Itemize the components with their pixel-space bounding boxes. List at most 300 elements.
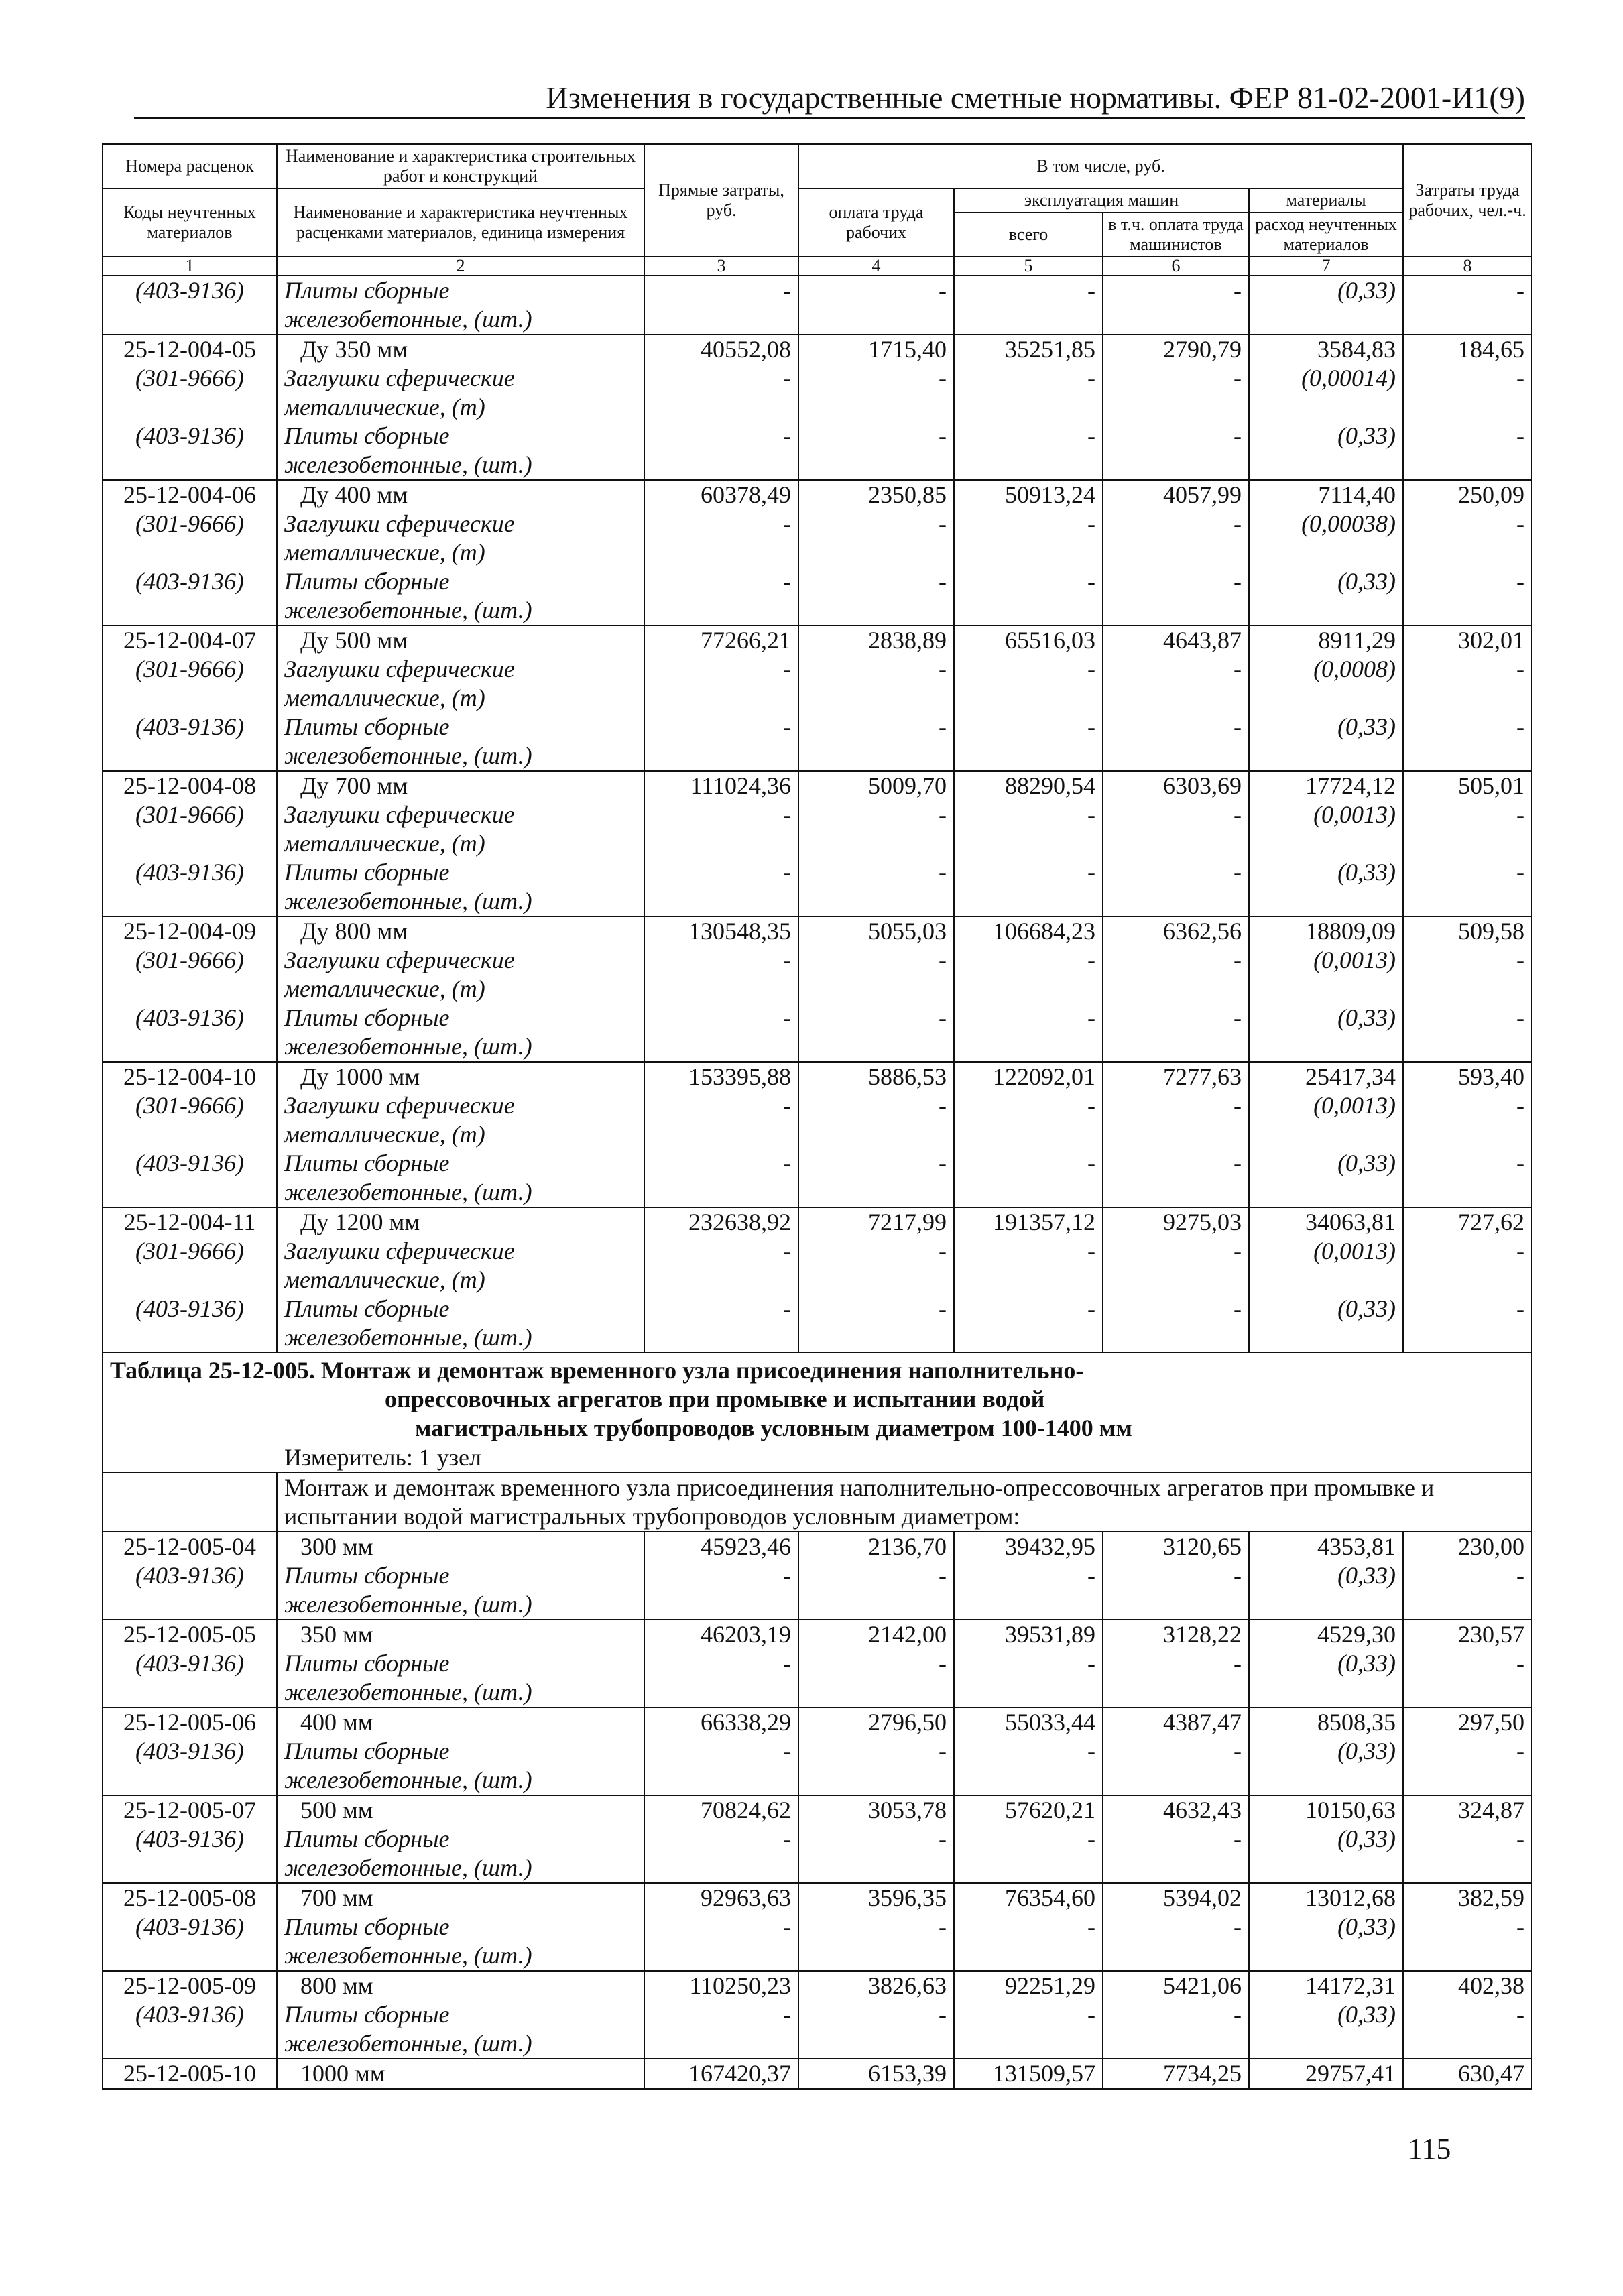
empty-cell [954,1178,1103,1207]
cell-materials: 25417,34 [1249,1062,1403,1091]
table-row [103,1678,1532,1707]
material-name: Плиты сборные [277,567,644,596]
material-name: Плиты сборные [277,713,644,741]
empty-cell [798,596,954,625]
material-name: Заглушки сферические [277,1091,644,1120]
empty-cell [1103,596,1249,625]
material-name: Заглушки сферические [277,1237,644,1266]
cell-hours: - [1403,858,1532,887]
empty-cell [954,1678,1103,1707]
empty-cell [644,1766,798,1795]
table-row [103,1825,1532,1854]
empty-cell [1103,829,1249,858]
empty-cell [1249,887,1403,916]
empty-cell [103,596,277,625]
empty-cell [1403,829,1532,858]
material-name-cont: металлические, (т) [277,1266,644,1294]
cell-hours: - [1403,422,1532,450]
empty-cell [954,393,1103,422]
cell-operator-pay: 3128,22 [1103,1620,1249,1649]
cell-hours: - [1403,1149,1532,1178]
cell-machines: 88290,54 [954,771,1103,800]
cell-labor: 1715,40 [798,335,954,364]
cell-materials: 14172,31 [1249,1971,1403,2000]
cell-material-qty: (0,33) [1249,2000,1403,2029]
empty-cell [1103,1178,1249,1207]
empty-cell [954,538,1103,567]
col-header-operator-pay: в т.ч. оплата труда машинистов [1103,213,1249,257]
cell-operator-pay: - [1103,422,1249,450]
cell-machines: - [954,713,1103,741]
empty-cell [798,1766,954,1795]
cell-material-qty: (0,0013) [1249,1091,1403,1120]
table-title-25-12-005 [103,1353,1532,1532]
table-row [103,829,1532,858]
cell-machines: 65516,03 [954,625,1103,655]
cell-direct: 60378,49 [644,480,798,509]
material-code: (403-9136) [103,858,277,887]
table-row [103,1854,1532,1883]
cell-material-qty: (0,33) [1249,276,1403,305]
cell-direct: - [644,713,798,741]
cell-labor: - [798,1913,954,1941]
rate-code: 25-12-005-06 [103,1707,277,1737]
empty-cell [1249,1032,1403,1062]
cell-labor: 6153,39 [798,2059,954,2089]
col-header-direct-costs: Прямые затраты, руб. [644,144,798,257]
empty-cell [954,829,1103,858]
cell-materials: 7114,40 [1249,480,1403,509]
cell-machines: 39432,95 [954,1532,1103,1561]
empty-cell [1249,2029,1403,2059]
table-row [103,335,1532,364]
table-row [103,1971,1532,2000]
empty-cell [798,887,954,916]
material-code: (403-9136) [103,1737,277,1766]
empty-cell [954,1120,1103,1149]
empty-cell [1103,1766,1249,1795]
cell-hours: - [1403,567,1532,596]
cell-hours: 230,57 [1403,1620,1532,1649]
cell-labor: 2142,00 [798,1620,954,1649]
rate-name: Ду 500 мм [277,625,644,655]
empty-cell [954,1266,1103,1294]
table-body-25-12-005 [103,1532,1532,2089]
cell-labor: 2136,70 [798,1532,954,1561]
col-number: 6 [1103,257,1249,276]
cell-operator-pay: - [1103,655,1249,684]
material-code: (403-9136) [103,1825,277,1854]
table-row [103,1178,1532,1207]
rate-code: 25-12-004-06 [103,480,277,509]
cell-operator-pay: 6303,69 [1103,771,1249,800]
rate-code: 25-12-005-05 [103,1620,277,1649]
rate-name: 300 мм [277,1532,644,1561]
material-code: (301-9666) [103,800,277,829]
material-name-cont: железобетонные, (шт.) [277,741,644,771]
empty-cell [103,684,277,713]
empty-cell [798,1854,954,1883]
cell-machines: 55033,44 [954,1707,1103,1737]
empty-cell [1103,393,1249,422]
empty-cell [798,829,954,858]
material-name: Заглушки сферические [277,509,644,538]
cell-direct: - [644,1237,798,1266]
material-name-cont: железобетонные, (шт.) [277,1941,644,1971]
cell-materials: 4353,81 [1249,1532,1403,1561]
empty-cell [798,1590,954,1620]
cell-machines: - [954,1737,1103,1766]
material-code: (301-9666) [103,1091,277,1120]
section-title-line-3: магистральных трубопроводов условным диаметром 100-1400 мм [415,1414,1132,1441]
cell-machines: - [954,800,1103,829]
empty-cell [1103,684,1249,713]
empty-cell [954,975,1103,1004]
empty-cell [798,538,954,567]
rate-code: 25-12-005-10 [103,2059,277,2089]
table-row [103,450,1532,480]
cell-material-qty: (0,33) [1249,1294,1403,1323]
cell-machines: - [954,1561,1103,1590]
cell-operator-pay: - [1103,1237,1249,1266]
cell-direct: - [644,800,798,829]
cell-machines: - [954,1825,1103,1854]
empty-cell [1403,1178,1532,1207]
cell-material-qty: (0,00014) [1249,364,1403,393]
cell-hours: 505,01 [1403,771,1532,800]
empty-cell [1103,1323,1249,1353]
material-name-cont: металлические, (т) [277,684,644,713]
cell-operator-pay: - [1103,713,1249,741]
empty-cell [1403,596,1532,625]
cell-machines: - [954,509,1103,538]
section-description: Монтаж и демонтаж временного узла присоединения наполнительно-опрессовочных агрегатов при промывке и испытании водой магистральных трубопроводов условным диаметром: [277,1473,1532,1532]
cell-labor: - [798,1149,954,1178]
table-row [103,800,1532,829]
cell-operator-pay: - [1103,567,1249,596]
cell-machines: - [954,364,1103,393]
cell-hours: - [1403,1913,1532,1941]
material-name: Плиты сборные [277,276,644,305]
cell-material-qty: (0,0013) [1249,946,1403,975]
col-header-work-name: Наименование и характеристика строительных работ и конструкций [277,144,644,188]
cell-hours: 402,38 [1403,1971,1532,2000]
material-code: (403-9136) [103,567,277,596]
empty-cell [1103,1120,1249,1149]
cell-labor: 5055,03 [798,916,954,946]
cell-operator-pay: 2790,79 [1103,335,1249,364]
empty-cell [1403,1323,1532,1353]
cell-direct: 40552,08 [644,335,798,364]
cell-direct: - [644,1004,798,1032]
cell-labor: - [798,1825,954,1854]
cell-direct: 110250,23 [644,1971,798,2000]
empty-cell [1403,1120,1532,1149]
material-name-cont: железобетонные, (шт.) [277,450,644,480]
cell-operator-pay: - [1103,364,1249,393]
cell-materials: 18809,09 [1249,916,1403,946]
cell-labor: - [798,946,954,975]
col-number: 3 [644,257,798,276]
table-row [103,625,1532,655]
cell-labor: - [798,1737,954,1766]
table-body-25-12-004 [103,276,1532,1353]
table-row [103,713,1532,741]
cell-hours: 297,50 [1403,1707,1532,1737]
cell-machines: - [954,1237,1103,1266]
empty-cell [798,684,954,713]
empty-cell [954,684,1103,713]
cell-hours: - [1403,1649,1532,1678]
cell-operator-pay: - [1103,509,1249,538]
table-row [103,741,1532,771]
cell-direct: - [644,1825,798,1854]
table-row [103,1649,1532,1678]
cell-labor: 2838,89 [798,625,954,655]
rate-code: 25-12-004-09 [103,916,277,946]
cell-materials: 13012,68 [1249,1883,1403,1913]
empty-cell [103,887,277,916]
empty-cell [1103,1590,1249,1620]
empty-cell [644,975,798,1004]
rate-code: 25-12-005-09 [103,1971,277,2000]
col-number: 4 [798,257,954,276]
col-header-worker-pay: оплата труда рабочих [798,188,954,257]
table-row [103,1766,1532,1795]
empty-cell [954,1941,1103,1971]
cell-hours: - [1403,2000,1532,2029]
cell-machines: 131509,57 [954,2059,1103,2089]
cell-operator-pay: - [1103,1913,1249,1941]
empty-cell [954,450,1103,480]
table-row [103,887,1532,916]
empty-cell [798,975,954,1004]
empty-cell [1403,1590,1532,1620]
empty-cell [1403,1032,1532,1062]
col-header-rate-numbers: Номера расценок [103,144,277,188]
cell-labor: - [798,713,954,741]
cell-machines: - [954,1149,1103,1178]
material-code: (403-9136) [103,1913,277,1941]
cell-direct: - [644,1913,798,1941]
empty-cell [644,1120,798,1149]
table-row [103,2059,1532,2089]
cell-hours: - [1403,800,1532,829]
table-row [103,422,1532,450]
empty-cell [1249,596,1403,625]
empty-cell [103,1678,277,1707]
empty-cell [644,1941,798,1971]
empty-cell [644,684,798,713]
table-row [103,1795,1532,1825]
cell-materials: 4529,30 [1249,1620,1403,1649]
cell-hours: - [1403,509,1532,538]
material-code: (403-9136) [103,1561,277,1590]
cell-hours: 382,59 [1403,1883,1532,1913]
empty-cell [798,1941,954,1971]
cell-operator-pay: - [1103,946,1249,975]
cell-operator-pay: 4387,47 [1103,1707,1249,1737]
empty-cell [1103,741,1249,771]
empty-cell [1249,684,1403,713]
header-rule [134,117,1525,119]
cell-material-qty: (0,33) [1249,567,1403,596]
cell-machines: 39531,89 [954,1620,1103,1649]
cell-machines: 191357,12 [954,1207,1103,1237]
empty-cell [644,450,798,480]
material-name: Плиты сборные [277,2000,644,2029]
empty-cell [103,1766,277,1795]
empty-cell [644,538,798,567]
table-row [103,858,1532,887]
empty-cell [644,1854,798,1883]
cell-labor: - [798,1649,954,1678]
empty-cell [1103,1266,1249,1294]
table-row [103,1294,1532,1323]
cell-hours: 630,47 [1403,2059,1532,2089]
material-name: Заглушки сферические [277,655,644,684]
table-row [103,305,1532,335]
empty-cell [1249,1266,1403,1294]
material-name-cont: железобетонные, (шт.) [277,1854,644,1883]
material-name-cont: железобетонные, (шт.) [277,1766,644,1795]
empty-cell [1249,1941,1403,1971]
empty-cell [798,741,954,771]
rate-code: 25-12-004-08 [103,771,277,800]
cell-machines: - [954,276,1103,305]
empty-cell [103,741,277,771]
empty-cell [798,1323,954,1353]
cell-hours: - [1403,1294,1532,1323]
material-name-cont: железобетонные, (шт.) [277,305,644,335]
cell-material-qty: (0,0008) [1249,655,1403,684]
cell-operator-pay: - [1103,1649,1249,1678]
cell-operator-pay: 4057,99 [1103,480,1249,509]
material-name: Плиты сборные [277,1149,644,1178]
cell-hours: 727,62 [1403,1207,1532,1237]
rate-code: 25-12-004-07 [103,625,277,655]
table-row [103,538,1532,567]
material-name-cont: железобетонные, (шт.) [277,1678,644,1707]
table-row [103,1913,1532,1941]
empty-cell [644,1678,798,1707]
empty-cell [1249,1120,1403,1149]
empty-cell [103,450,277,480]
section-title-line-2: опрессовочных агрегатов при промывке и испытании водой [385,1386,1045,1412]
empty-cell [1403,538,1532,567]
cell-operator-pay: - [1103,276,1249,305]
cell-machines: - [954,1004,1103,1032]
cell-materials: 17724,12 [1249,771,1403,800]
empty-cell [1249,1678,1403,1707]
cell-material-qty: (0,0013) [1249,800,1403,829]
cell-materials: 34063,81 [1249,1207,1403,1237]
cell-operator-pay: - [1103,1149,1249,1178]
empty-cell [954,1323,1103,1353]
empty-cell [1403,1941,1532,1971]
cell-direct: - [644,858,798,887]
empty-cell [798,1032,954,1062]
cell-hours: 230,00 [1403,1532,1532,1561]
empty-cell [1103,1941,1249,1971]
empty-cell [798,450,954,480]
cell-machines: - [954,422,1103,450]
cell-direct: 153395,88 [644,1062,798,1091]
cell-hours: 184,65 [1403,335,1532,364]
col-number: 1 [103,257,277,276]
table-row [103,1883,1532,1913]
table-row [103,1237,1532,1266]
cell-operator-pay: 5394,02 [1103,1883,1249,1913]
empty-cell [1249,975,1403,1004]
page-header: Изменения в государственные сметные нормативы. ФЕР 81-02-2001-И1(9) [546,80,1525,115]
cell-direct: - [644,422,798,450]
cell-hours: - [1403,713,1532,741]
empty-cell [1103,2029,1249,2059]
table-row [103,1707,1532,1737]
cell-materials: 10150,63 [1249,1795,1403,1825]
table-row [103,276,1532,305]
cell-labor: - [798,364,954,393]
table-row [103,393,1532,422]
empty-cell [644,596,798,625]
material-code: (403-9136) [103,1649,277,1678]
rate-name: Ду 700 мм [277,771,644,800]
cell-hours: - [1403,655,1532,684]
col-number: 5 [954,257,1103,276]
empty-cell [103,538,277,567]
material-name: Плиты сборные [277,1825,644,1854]
section-meter: Измеритель: 1 узел [284,1444,481,1471]
cell-operator-pay: 7734,25 [1103,2059,1249,2089]
material-name-cont: металлические, (т) [277,829,644,858]
empty-cell [644,1032,798,1062]
table-row [103,1620,1532,1649]
cell-direct: - [644,364,798,393]
empty-cell [1403,887,1532,916]
cell-hours: - [1403,1825,1532,1854]
col-number: 2 [277,257,644,276]
empty-cell [1249,538,1403,567]
table-header [103,144,1532,276]
material-code: (301-9666) [103,655,277,684]
cell-operator-pay: 3120,65 [1103,1532,1249,1561]
table-row [103,1207,1532,1237]
empty-cell [644,1178,798,1207]
cell-machines: 122092,01 [954,1062,1103,1091]
cell-labor: - [798,655,954,684]
cell-material-qty: (0,33) [1249,1004,1403,1032]
empty-cell [798,1266,954,1294]
empty-cell [1103,1678,1249,1707]
cell-labor: - [798,1004,954,1032]
cell-direct: - [644,1091,798,1120]
empty-cell [103,975,277,1004]
cell-direct: 111024,36 [644,771,798,800]
table-row [103,1323,1532,1353]
table-row [103,1091,1532,1120]
empty-cell [1403,684,1532,713]
cell-materials: 29757,41 [1249,2059,1403,2089]
estimate-table [102,143,1532,2090]
col-header-material-name: Наименование и характеристика неучтенных расценками материалов, единица измерения [277,188,644,257]
cell-labor: - [798,422,954,450]
table-row [103,1062,1532,1091]
cell-hours: 302,01 [1403,625,1532,655]
empty-cell [1403,450,1532,480]
cell-operator-pay: - [1103,858,1249,887]
cell-direct: 167420,37 [644,2059,798,2089]
